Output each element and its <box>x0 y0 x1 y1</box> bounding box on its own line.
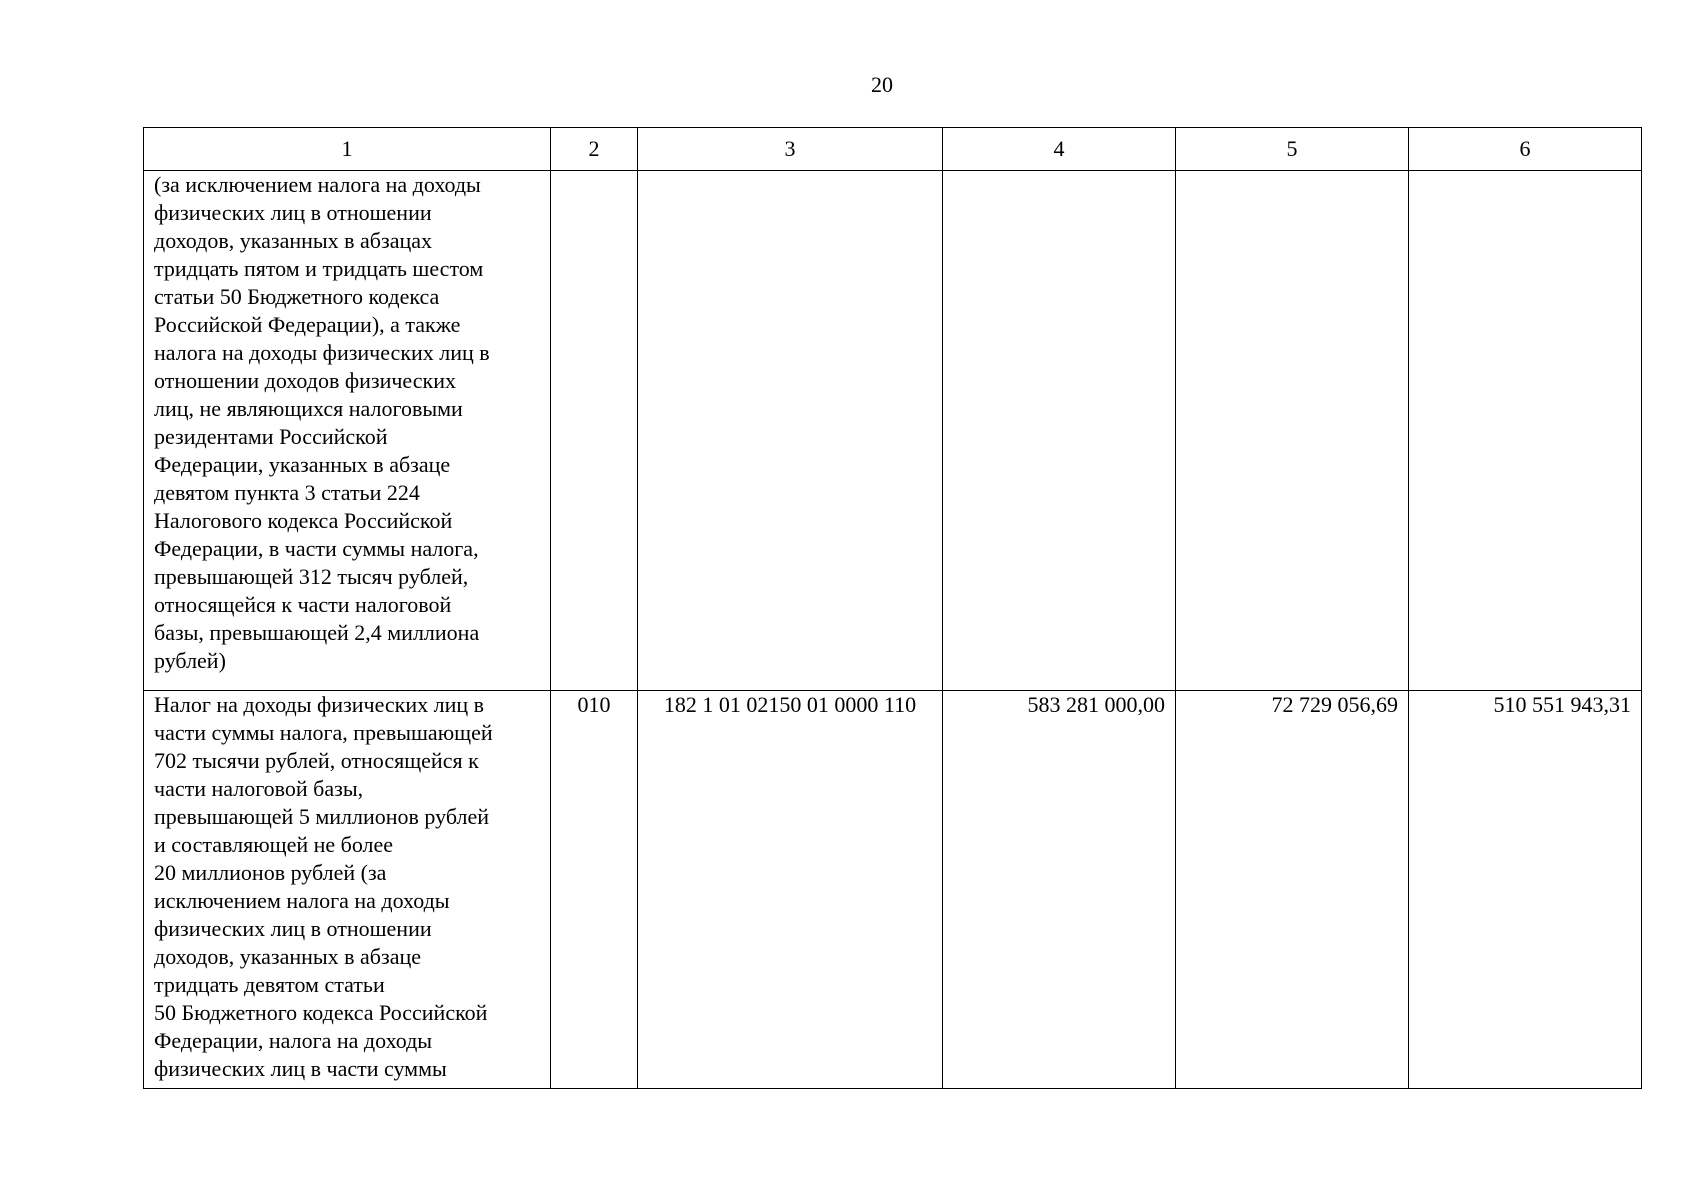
amount-cell-4: 583 281 000,00 <box>943 691 1176 1089</box>
column-header-5: 5 <box>1176 128 1409 171</box>
row-name-cell: (за исключением налога на доходы физических лиц в отношении доходов, указанных в абзацах тридцать пятом и тридцать шестом статьи 50 Бюджетного кодекса Российской Федерации), а также налога на доходы физических лиц в отношении доходов физических лиц, не являющихся налоговыми резидентами Российской Федерации, указанных в абзаце девятом пункта 3 статьи 224 Налогового кодекса Российской Федерации, в части суммы налога, превышающей 312 тысяч рублей, относящейся к части налоговой базы, превышающей 2,4 миллиона рублей) <box>144 171 551 691</box>
amount-cell-5 <box>1176 171 1409 691</box>
page-number: 20 <box>871 72 893 97</box>
column-header-3: 3 <box>638 128 943 171</box>
amount-cell-6 <box>1409 171 1642 691</box>
column-header-4: 4 <box>943 128 1176 171</box>
amount-cell-5: 72 729 056,69 <box>1176 691 1409 1089</box>
table-row <box>144 171 1642 691</box>
amount-cell-6: 510 551 943,31 <box>1409 691 1642 1089</box>
row-name-cell: Налог на доходы физических лиц в части суммы налога, превышающей 702 тысячи рублей, относящейся к части налоговой базы, превышающей 5 миллионов рублей и составляющей не более 20 миллионов рублей (за исключением налога на доходы физических лиц в отношении доходов, указанных в абзаце тридцать девятом статьи 50 Бюджетного кодекса Российской Федерации, налога на доходы физических лиц в части суммы <box>144 691 551 1089</box>
column-header-6: 6 <box>1409 128 1642 171</box>
classification-code-cell: 182 1 01 02150 01 0000 110 <box>638 691 943 1089</box>
classification-code-cell <box>638 171 943 691</box>
table-row <box>144 691 1642 1089</box>
column-header-2: 2 <box>551 128 638 171</box>
budget-table <box>143 127 1642 1089</box>
line-code-cell <box>551 171 638 691</box>
column-header-1: 1 <box>144 128 551 171</box>
line-code-cell: 010 <box>551 691 638 1089</box>
table-header-row <box>144 128 1642 171</box>
amount-cell-4 <box>943 171 1176 691</box>
